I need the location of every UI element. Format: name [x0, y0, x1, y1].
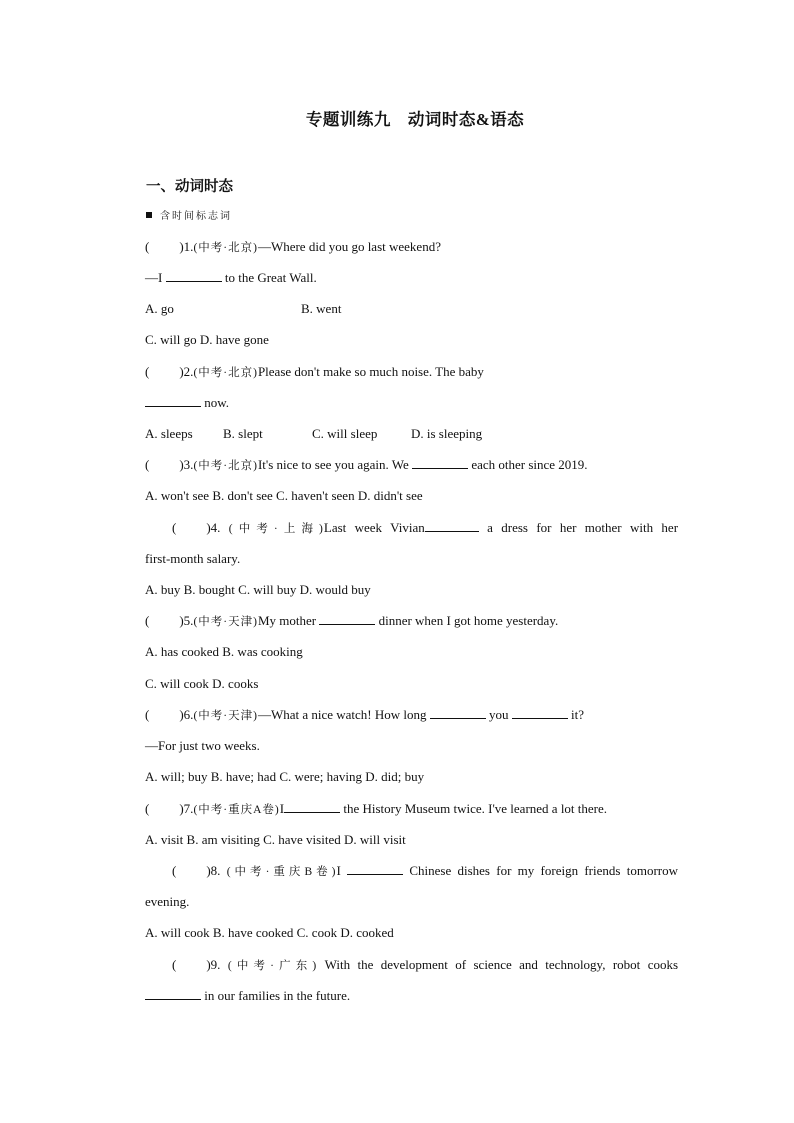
subsection-label: 含时间标志词	[160, 211, 232, 222]
section-heading: 一、动词时态	[146, 179, 233, 195]
answer-blank[interactable]	[284, 800, 340, 813]
question-1-options-cd: C. will go D. have gone	[145, 332, 269, 347]
question-8-stem: ( )8. (中考·重庆B卷)I Chinese dishes for my foreign friends tomorrow	[172, 863, 678, 878]
question-2-options: A. sleeps B. slept C. will sleep D. is sleeping	[145, 426, 483, 441]
answer-blank[interactable]	[412, 456, 468, 469]
subsection-heading	[146, 207, 232, 222]
question-2-answer-line: now.	[145, 394, 678, 412]
square-bullet-icon	[146, 212, 152, 218]
answer-blank[interactable]	[166, 269, 222, 282]
question-7-stem: ( )7.(中考·重庆A卷)I the History Museum twice. I've learned a lot there.	[145, 801, 608, 816]
question-1-options-ab: A. go B. went	[145, 301, 342, 316]
answer-blank[interactable]	[430, 706, 486, 719]
answer-blank[interactable]	[319, 612, 375, 625]
answer-blank[interactable]	[425, 519, 479, 532]
question-8-options: A. will cook B. have cooked C. cook D. cooked	[145, 925, 394, 940]
question-3-stem: ( )3.(中考·北京)It's nice to see you again. We each other since 2019.	[145, 457, 588, 472]
question-2-stem: ( )2.(中考·北京)Please don't make so much noise. The baby	[145, 364, 484, 379]
question-4-options: A. buy B. bought C. will buy D. would buy	[145, 582, 371, 597]
question-6-stem: ( )6.(中考·天津)—What a nice watch! How long you it?	[145, 707, 585, 722]
answer-blank[interactable]	[347, 862, 403, 875]
question-5-options-cd: C. will cook D. cooks	[145, 676, 259, 691]
question-4-stem: ( )4. (中考·上海)Last week Vivian a dress for her mother with her	[172, 520, 679, 535]
question-9-answer-line: in our families in the future.	[145, 987, 678, 1005]
question-4-continuation: first-month salary.	[145, 551, 241, 566]
question-7-options: A. visit B. am visiting C. have visited D. will visit	[145, 832, 406, 847]
answer-blank[interactable]	[512, 706, 568, 719]
answer-blank[interactable]	[145, 987, 201, 1000]
page-title: 专题训练九 动词时态&语态	[305, 110, 525, 129]
question-5-stem: ( )5.(中考·天津)My mother dinner when I got home yesterday.	[145, 613, 559, 628]
question-1-answer-line: —I to the Great Wall.	[145, 270, 317, 285]
question-6-continuation: —For just two weeks.	[145, 738, 260, 753]
question-6-options: A. will; buy B. have; had C. were; having D. did; buy	[145, 769, 425, 784]
question-5-options-ab: A. has cooked B. was cooking	[145, 644, 303, 659]
question-9-stem: ( )9. (中考·广东) With the development of science and technology, robot cooks	[172, 957, 679, 972]
answer-blank[interactable]	[145, 394, 201, 407]
question-8-continuation: evening.	[145, 894, 190, 909]
question-3-options: A. won't see B. don't see C. haven't seen D. didn't see	[145, 488, 423, 503]
question-1-stem: ( )1.(中考·北京)—Where did you go last weekend?	[145, 239, 441, 254]
